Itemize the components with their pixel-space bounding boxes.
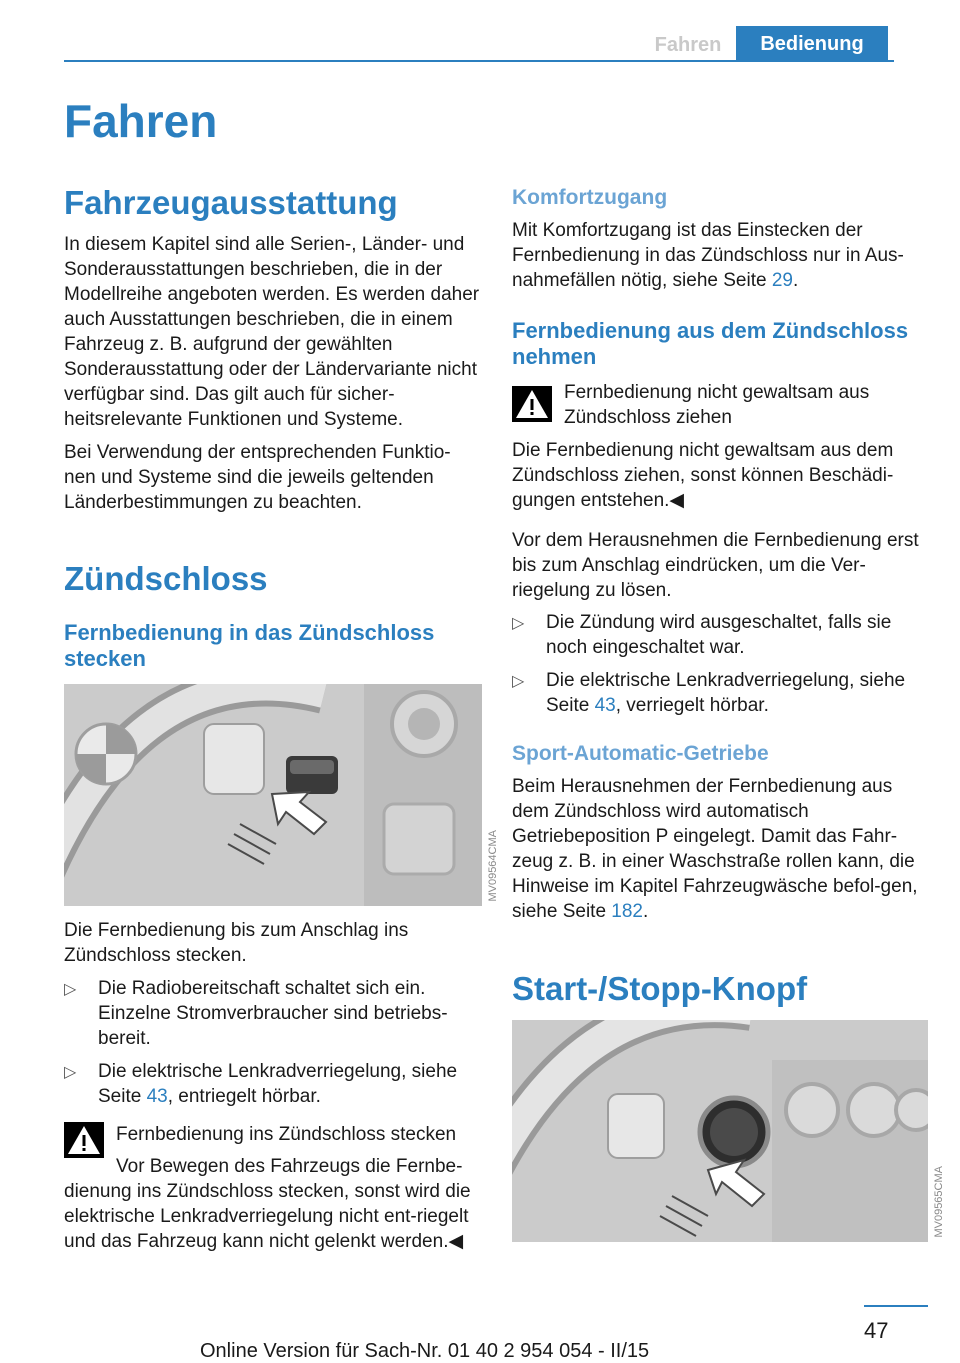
subsection-title-komfortzugang: Komfortzugang [512, 186, 668, 209]
page-link-43[interactable]: 43 [146, 1086, 168, 1107]
text-komfort-post: . [792, 270, 799, 291]
ignition-key-illustration [64, 684, 482, 906]
warning-text: Die Fernbedienung nicht gewaltsam aus dem Zündschloss ziehen, sonst können Beschädi-gungen entstehen.◀ [512, 440, 894, 511]
bullet-list-stecken [64, 976, 484, 1109]
triangle-bullet-icon: ▷ [512, 615, 525, 632]
warning-title: Fernbedienung ins Zündschloss stecken [116, 1124, 457, 1145]
header-tab-bedienung: Bedienung [736, 26, 888, 62]
paragraph-sport-automatic [512, 774, 930, 924]
chapter-title: Fahren [64, 95, 218, 147]
section-title-zuendschloss: Zündschloss [64, 560, 268, 597]
text-komfort-pre: Mit Komfortzugang ist das Einstecken der Fernbedienung in das Zündschloss nur in Aus-nahmefällen nötig, siehe Seite [512, 220, 904, 291]
steering-wheel-key-photo [64, 684, 482, 906]
footer-version-text: Online Version für Sach-Nr. 01 40 2 954 054 - II/15 [200, 1340, 650, 1362]
paragraph-laenderbestimmungen: Bei Verwendung der entsprechenden Funktio-nen und Systeme sind die jeweils geltenden Länderbestimmungen zu beachten. [64, 442, 451, 513]
list-item [64, 1059, 484, 1109]
header-rule [64, 60, 894, 62]
warning-icon [512, 386, 552, 427]
list-item [64, 976, 484, 1051]
list-item-text [546, 668, 932, 718]
list-item [512, 610, 932, 660]
footer-rule [864, 1305, 928, 1307]
bullet-list-nehmen [512, 610, 932, 718]
warning-text: Vor Bewegen des Fahrzeugs die Fernbe-dienung ins Zündschloss stecken, sonst wird die elektrische Lenkradverriegelung nicht ent-riegelt und das Fahrzeug kann nicht gelenkt werden.◀ [64, 1156, 471, 1252]
text-sport-post: . [643, 901, 649, 922]
list-item-text-pre: Die elektrische Lenkradverriegelung, siehe Seite [546, 670, 906, 716]
paragraph-herausnehmen: Vor dem Herausnehmen die Fernbedienung erst bis zum Anschlag eindrücken, um die Ver-riegelung zu lösen. [512, 530, 919, 601]
list-item-text-post: , entriegelt hörbar. [167, 1086, 321, 1107]
start-stop-illustration [512, 1020, 928, 1242]
subsection-title-stecken: Fernbedienung in das Zündschloss stecken [64, 620, 435, 671]
list-item [512, 668, 932, 718]
photo-code: MV09564CMA [487, 830, 499, 902]
paragraph-anschlag: Die Fernbedienung bis zum Anschlag ins Zündschloss stecken. [64, 920, 409, 966]
triangle-bullet-icon: ▷ [512, 673, 525, 690]
photo-code: MV09565CMA [933, 1166, 945, 1238]
paragraph-komfortzugang [512, 218, 928, 293]
subsection-title-nehmen: Fernbedienung aus dem Zündschloss nehmen [512, 318, 909, 369]
triangle-bullet-icon: ▷ [64, 981, 77, 998]
list-item-text-pre: Die elektrische Lenkradverriegelung, siehe Seite [98, 1061, 458, 1107]
list-item-text: Die Zündung wird ausgeschaltet, falls sie noch eingeschaltet war. [546, 612, 892, 658]
page-number: 47 [864, 1318, 889, 1343]
header-tab-fahren: Fahren [654, 34, 722, 56]
page-link-29[interactable]: 29 [771, 270, 793, 291]
text-sport-pre: Beim Herausnehmen der Fernbedienung aus dem Zündschloss wird automatisch Getriebeposition P eingelegt. Damit das Fahr-zeug z. B. in einer Waschstraße rollen kann, die Hinweise im Kapitel Fahrzeugwäsche befol-gen, siehe Seite [512, 776, 918, 922]
section-title-start-stopp: Start-/Stopp-Knopf [512, 970, 808, 1007]
section-title-fahrzeugausstattung: Fahrzeugausstattung [64, 184, 398, 221]
warning-title: Fernbedienung nicht gewaltsam aus Zündschloss ziehen [564, 382, 870, 428]
list-item-text: Die Radiobereitschaft schaltet sich ein. Einzelne Stromverbraucher sind betriebs-bereit. [98, 978, 448, 1049]
paragraph-ausstattung: In diesem Kapitel sind alle Serien-, Länder- und Sonderausstattungen beschrieben, die in der Modellreihe angeboten werden. Es werden daher auch Ausstattungen beschrieben, die in einem Fahrzeug z. B. aufgrund der gewählten Sonderausstattung oder der Ländervariante nicht verfügbar sind. Das gilt auch für sicher-heitsrelevante Funktionen und Systeme. [64, 234, 480, 430]
page-link-182[interactable]: 182 [611, 901, 643, 922]
subsection-title-sport-automatic: Sport-Automatic-Getriebe [512, 742, 769, 765]
list-item-text [98, 1059, 484, 1109]
triangle-bullet-icon: ▷ [64, 1064, 77, 1081]
start-stop-button-photo [512, 1020, 928, 1242]
page-link-43[interactable]: 43 [594, 695, 616, 716]
list-item-text-post: , verriegelt hörbar. [615, 695, 769, 716]
